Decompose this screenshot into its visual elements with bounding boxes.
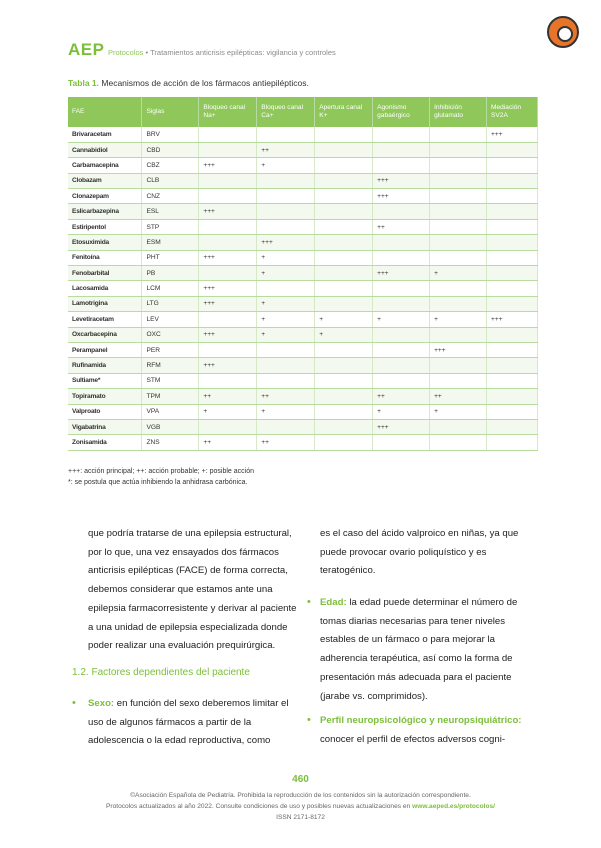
mechanism-cell <box>199 142 257 157</box>
mechanism-cell <box>315 281 373 296</box>
mechanism-cell <box>199 342 257 357</box>
table-notes <box>68 467 254 489</box>
mechanism-cell: ++ <box>199 389 257 404</box>
mechanism-cell <box>257 204 315 219</box>
mechanism-cell <box>257 127 315 142</box>
section-heading: 1.2. Factores dependientes del paciente <box>72 667 250 678</box>
mechanism-cell <box>487 389 538 404</box>
mechanism-cell <box>430 358 487 373</box>
table-row <box>68 312 538 327</box>
mechanism-cell: + <box>315 327 373 342</box>
mechanism-cell <box>199 189 257 204</box>
mechanism-cell <box>199 312 257 327</box>
mechanism-cell <box>430 435 487 450</box>
drug-mechanism-table <box>68 97 538 451</box>
mechanism-cell <box>315 189 373 204</box>
page-number: 460 <box>292 774 309 785</box>
table-row <box>68 158 538 173</box>
mechanism-cell <box>487 219 538 234</box>
mechanism-cell <box>430 373 487 388</box>
mechanism-cell: +++ <box>373 189 430 204</box>
mechanism-cell <box>373 296 430 311</box>
mechanism-cell <box>315 435 373 450</box>
drug-abbrev-cell: STM <box>142 373 199 388</box>
drug-name-cell: Rufinamida <box>68 358 142 373</box>
drug-abbrev-cell: LTG <box>142 296 199 311</box>
bullet-icon: • <box>72 697 76 709</box>
bullet-text: la edad puede determinar el número de tomas diarias necesarias para tener niveles estables de un fármaco o para mejorar la adherencia terapéutica, así como la forma de presentación más adecuada para el paciente (jarabe vs. comprimidos). <box>320 597 518 702</box>
table-row <box>68 435 538 450</box>
mechanism-cell <box>487 281 538 296</box>
bullet-label: Perfil neuropsicológico y neuropsiquiátrico: <box>320 715 522 726</box>
mechanism-cell: + <box>373 312 430 327</box>
mechanism-cell: + <box>257 296 315 311</box>
mechanism-cell: + <box>257 158 315 173</box>
breadcrumb-separator: • <box>143 48 151 57</box>
footer-copyright: ©Asociación Española de Pediatría. Prohibida la reproducción de los contenidos sin la autorización correspondiente. <box>130 792 471 799</box>
table-header-cell: Bloqueo canal Ca+ <box>257 97 315 127</box>
mechanism-cell <box>199 219 257 234</box>
drug-name-cell: Clobazam <box>68 173 142 188</box>
mechanism-cell <box>199 127 257 142</box>
mechanism-cell <box>487 404 538 419</box>
drug-abbrev-cell: LCM <box>142 281 199 296</box>
mechanism-cell: +++ <box>430 342 487 357</box>
mechanism-cell <box>487 327 538 342</box>
mechanism-cell <box>487 373 538 388</box>
mechanism-cell <box>487 189 538 204</box>
mechanism-cell <box>199 373 257 388</box>
table-header-row <box>68 97 538 127</box>
mechanism-cell <box>430 327 487 342</box>
mechanism-cell: +++ <box>199 296 257 311</box>
mechanism-cell <box>257 281 315 296</box>
mechanism-cell <box>487 204 538 219</box>
mechanism-cell <box>373 127 430 142</box>
mechanism-cell <box>487 158 538 173</box>
table-row <box>68 142 538 157</box>
mechanism-cell: ++ <box>257 389 315 404</box>
mechanism-cell <box>315 219 373 234</box>
breadcrumb <box>108 48 336 57</box>
mechanism-cell <box>315 266 373 281</box>
mechanism-cell <box>257 419 315 434</box>
mechanism-cell: + <box>430 266 487 281</box>
mechanism-cell <box>257 358 315 373</box>
mechanism-cell <box>373 342 430 357</box>
table-row <box>68 358 538 373</box>
mechanism-cell <box>373 235 430 250</box>
body-paragraph: que podría tratarse de una epilepsia estructural, por lo que, una vez ensayados dos fármacos anticrisis epilépticas (FACE) de forma correcta, debemos considerar que estamos ante una epilepsia farmacorresistente y derivar al paciente a una unidad de epilepsia especializada donde poder realizar una evaluación prequirúrgica. <box>88 528 297 652</box>
mechanism-cell <box>373 358 430 373</box>
mechanism-cell <box>430 250 487 265</box>
drug-name-cell: Oxcarbacepina <box>68 327 142 342</box>
mechanism-cell <box>199 419 257 434</box>
table-row <box>68 173 538 188</box>
drug-abbrev-cell: BRV <box>142 127 199 142</box>
drug-abbrev-cell: PHT <box>142 250 199 265</box>
drug-name-cell: Eslicarbazepina <box>68 204 142 219</box>
table-row <box>68 296 538 311</box>
drug-name-cell: Fenobarbital <box>68 266 142 281</box>
mechanism-cell <box>257 342 315 357</box>
mechanism-cell: +++ <box>199 204 257 219</box>
mechanism-cell <box>315 127 373 142</box>
drug-abbrev-cell: STP <box>142 219 199 234</box>
table-caption-text: Mecanismos de acción de los fármacos antiepilépticos. <box>99 78 309 88</box>
mechanism-cell: +++ <box>373 173 430 188</box>
mechanism-cell: ++ <box>199 435 257 450</box>
table-row <box>68 404 538 419</box>
drug-name-cell: Estiripentol <box>68 219 142 234</box>
drug-abbrev-cell: TPM <box>142 389 199 404</box>
drug-name-cell: Vigabatrina <box>68 419 142 434</box>
body-left-column <box>88 525 298 656</box>
drug-abbrev-cell: ESL <box>142 204 199 219</box>
mechanism-cell <box>430 219 487 234</box>
table-body <box>68 127 538 450</box>
mechanism-cell: +++ <box>199 358 257 373</box>
table-footnote: *: se postula que actúa inhibiendo la anhidrasa carbónica. <box>68 478 248 486</box>
mechanism-cell <box>373 435 430 450</box>
mechanism-cell <box>315 419 373 434</box>
mechanism-cell: + <box>430 312 487 327</box>
drug-name-cell: Zonisamida <box>68 435 142 450</box>
mechanism-cell <box>430 127 487 142</box>
drug-abbrev-cell: CLB <box>142 173 199 188</box>
table-header-cell: Siglas <box>142 97 199 127</box>
bullet-icon: • <box>307 596 311 608</box>
mechanism-cell <box>487 266 538 281</box>
drug-abbrev-cell: CNZ <box>142 189 199 204</box>
mechanism-cell <box>315 235 373 250</box>
mechanism-cell <box>487 250 538 265</box>
brand-logo: AEP <box>68 40 105 59</box>
drug-name-cell: Lamotrigina <box>68 296 142 311</box>
footer-issn: ISSN 2171-8172 <box>276 814 325 822</box>
drug-abbrev-cell: CBZ <box>142 158 199 173</box>
mechanism-cell: + <box>257 404 315 419</box>
footer-link[interactable]: www.aeped.es/protocolos/ <box>412 803 495 811</box>
table-row <box>68 373 538 388</box>
mechanism-cell: + <box>257 312 315 327</box>
mechanism-cell: +++ <box>199 327 257 342</box>
drug-abbrev-cell: VGB <box>142 419 199 434</box>
mechanism-cell <box>315 296 373 311</box>
footer-update-line <box>0 801 601 812</box>
mechanism-cell: ++ <box>257 435 315 450</box>
mechanism-cell: +++ <box>487 312 538 327</box>
footer-update-text: Protocolos actualizados al año 2022. Consulte condiciones de uso y posibles nuevas actualizaciones en <box>105 803 413 811</box>
page-footer <box>0 790 601 824</box>
mechanism-cell <box>199 173 257 188</box>
table-row <box>68 127 538 142</box>
table-row <box>68 342 538 357</box>
table-header-cell: Mediación SV2A <box>487 97 538 127</box>
mechanism-cell: ++ <box>373 219 430 234</box>
table-caption-label: Tabla 1. <box>68 78 100 88</box>
mechanism-cell: ++ <box>373 389 430 404</box>
drug-abbrev-cell: OXC <box>142 327 199 342</box>
bullet-item-edad <box>320 594 532 706</box>
table-row <box>68 235 538 250</box>
bullet-text: en función del sexo deberemos limitar el uso de algunos fármacos a partir de la adolescencia o la edad reproductiva, como <box>88 698 289 747</box>
mechanism-cell <box>430 204 487 219</box>
breadcrumb-section: Protocolos <box>108 48 144 57</box>
mechanism-cell <box>430 142 487 157</box>
mechanism-cell <box>257 189 315 204</box>
mechanism-cell <box>487 342 538 357</box>
drug-abbrev-cell: VPA <box>142 404 199 419</box>
mechanism-cell <box>315 389 373 404</box>
mechanism-cell <box>430 281 487 296</box>
mechanism-cell: + <box>199 404 257 419</box>
mechanism-cell: +++ <box>257 235 315 250</box>
drug-name-cell: Etosuximida <box>68 235 142 250</box>
bullet-icon: • <box>307 714 311 726</box>
table-legend-note: +++: acción principal; ++: acción probable; +: posible acción <box>68 468 255 475</box>
drug-name-cell: Fenitoína <box>68 250 142 265</box>
drug-name-cell: Valproato <box>68 404 142 419</box>
mechanism-cell <box>430 235 487 250</box>
mechanism-cell <box>487 173 538 188</box>
mechanism-cell <box>373 142 430 157</box>
mechanism-cell <box>315 404 373 419</box>
mechanism-cell: ++ <box>430 389 487 404</box>
mechanism-cell: +++ <box>487 127 538 142</box>
drug-name-cell: Carbamacepina <box>68 158 142 173</box>
mechanism-cell <box>487 358 538 373</box>
mechanism-cell <box>373 158 430 173</box>
drug-name-cell: Cannabidiol <box>68 142 142 157</box>
drug-abbrev-cell: PB <box>142 266 199 281</box>
table-header-cell: Apertura canal K+ <box>315 97 373 127</box>
mechanism-cell <box>315 342 373 357</box>
drug-abbrev-cell: LEV <box>142 312 199 327</box>
table-caption <box>68 78 309 88</box>
mechanism-cell: +++ <box>199 158 257 173</box>
table-row <box>68 219 538 234</box>
drug-name-cell: Brivaracetam <box>68 127 142 142</box>
mechanism-cell <box>257 373 315 388</box>
mechanism-cell <box>430 158 487 173</box>
mechanism-cell <box>199 266 257 281</box>
bullet-label: Edad: <box>320 597 347 608</box>
mechanism-cell <box>199 235 257 250</box>
drug-name-cell: Clonazepam <box>68 189 142 204</box>
drug-name-cell: Topiramato <box>68 389 142 404</box>
mechanism-cell <box>487 142 538 157</box>
body-paragraph: es el caso del ácido valproico en niñas, ya que puede provocar ovario poliquístico y es teratogénico. <box>320 528 519 577</box>
table-row <box>68 204 538 219</box>
table-header-cell: Inhibición glutamato <box>430 97 487 127</box>
drug-abbrev-cell: RFM <box>142 358 199 373</box>
table-row <box>68 327 538 342</box>
mechanism-cell <box>487 296 538 311</box>
table-row <box>68 389 538 404</box>
table-row <box>68 266 538 281</box>
drug-abbrev-cell: PER <box>142 342 199 357</box>
mechanism-cell <box>430 296 487 311</box>
mechanism-cell <box>487 419 538 434</box>
drug-name-cell: Perampanel <box>68 342 142 357</box>
mechanism-cell: +++ <box>373 266 430 281</box>
society-seal-icon <box>547 16 579 48</box>
mechanism-cell <box>430 189 487 204</box>
mechanism-cell <box>430 173 487 188</box>
mechanism-cell <box>257 219 315 234</box>
drug-abbrev-cell: CBD <box>142 142 199 157</box>
drug-abbrev-cell: ESM <box>142 235 199 250</box>
mechanism-cell: + <box>430 404 487 419</box>
mechanism-cell <box>315 204 373 219</box>
table-header-cell: Bloqueo canal Na+ <box>199 97 257 127</box>
mechanism-cell: +++ <box>199 250 257 265</box>
mechanism-cell: +++ <box>373 419 430 434</box>
mechanism-cell <box>315 373 373 388</box>
mechanism-cell <box>315 173 373 188</box>
mechanism-cell <box>373 250 430 265</box>
mechanism-cell <box>257 173 315 188</box>
mechanism-cell: + <box>257 266 315 281</box>
mechanism-cell <box>373 327 430 342</box>
body-right-column <box>320 525 532 581</box>
mechanism-cell: + <box>257 250 315 265</box>
drug-name-cell: Sultiame* <box>68 373 142 388</box>
drug-name-cell: Lacosamida <box>68 281 142 296</box>
mechanism-cell <box>487 235 538 250</box>
mechanism-cell <box>315 250 373 265</box>
table-row <box>68 250 538 265</box>
mechanism-cell <box>315 358 373 373</box>
drug-abbrev-cell: ZNS <box>142 435 199 450</box>
mechanism-cell <box>430 419 487 434</box>
table-row <box>68 189 538 204</box>
bullet-item-sexo <box>88 695 298 751</box>
table-header-cell: Agonismo gabaérgico <box>373 97 430 127</box>
drug-name-cell: Levetiracetam <box>68 312 142 327</box>
mechanism-cell <box>373 204 430 219</box>
mechanism-cell: + <box>257 327 315 342</box>
bullet-text: conocer el perfil de efectos adversos cogni- <box>320 733 506 745</box>
mechanism-cell <box>487 435 538 450</box>
table-row <box>68 419 538 434</box>
mechanism-cell: +++ <box>199 281 257 296</box>
mechanism-cell: + <box>315 312 373 327</box>
mechanism-cell: + <box>373 404 430 419</box>
breadcrumb-title: Tratamientos anticrisis epilépticas: vigilancia y controles <box>150 48 336 57</box>
table-row <box>68 281 538 296</box>
table-header-cell: FAE <box>68 97 142 127</box>
mechanism-cell <box>373 373 430 388</box>
page-header <box>68 40 581 64</box>
bullet-item-perfil <box>320 712 532 749</box>
mechanism-cell <box>373 281 430 296</box>
mechanism-cell <box>315 142 373 157</box>
mechanism-cell <box>315 158 373 173</box>
bullet-label: Sexo: <box>88 698 115 709</box>
mechanism-cell: ++ <box>257 142 315 157</box>
